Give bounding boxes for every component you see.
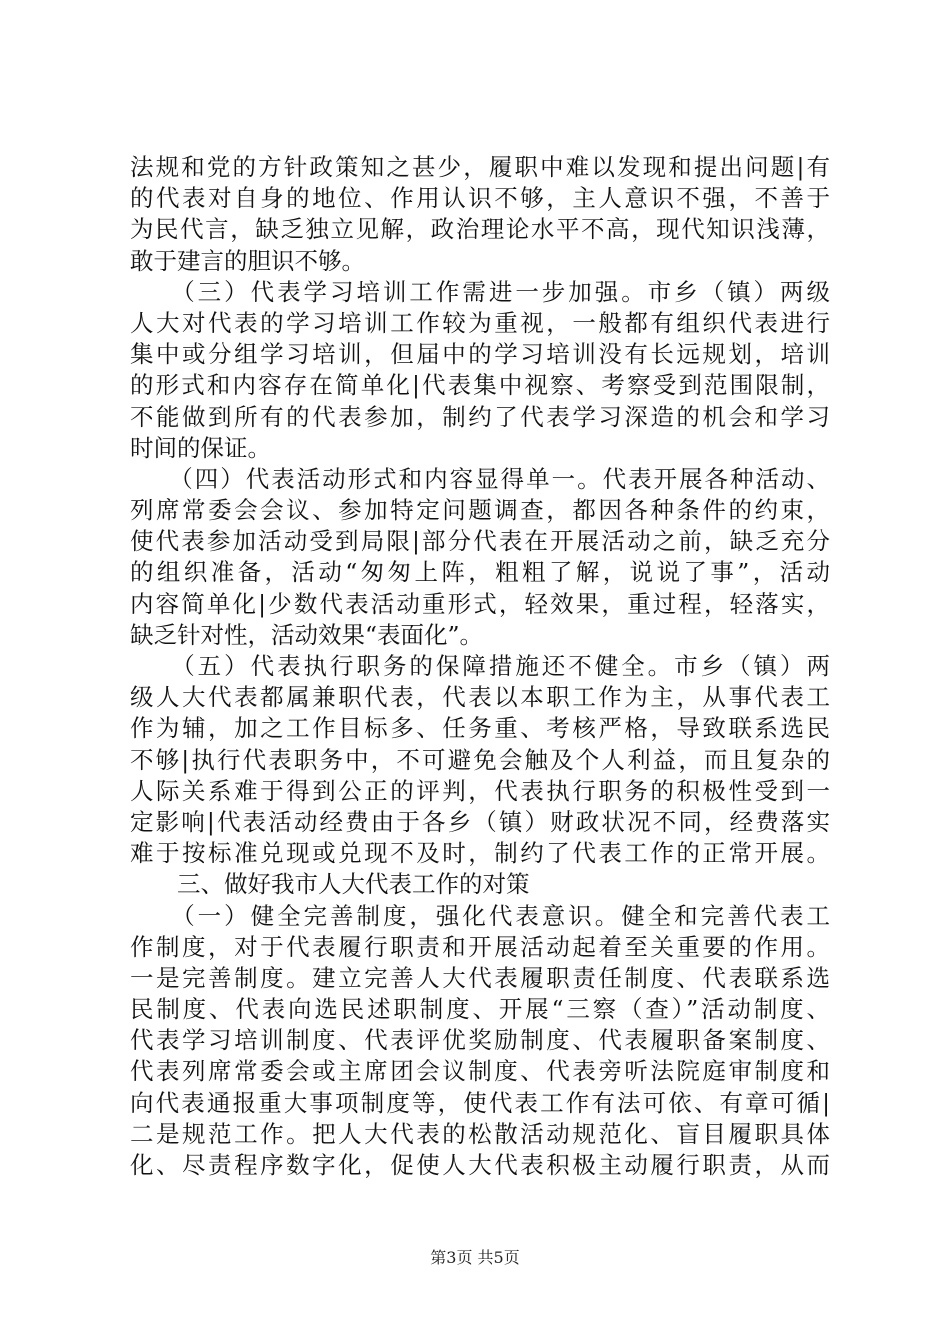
- text-line: 的代表对自身的地位、作用认识不够，主人意识不强，不善于: [130, 184, 830, 213]
- text-line: 内容简单化|少数代表活动重形式，轻效果，重过程，轻落实，: [130, 589, 830, 618]
- text-line: 作为辅，加之工作目标多、任务重、考核严格，导致联系选民: [130, 714, 830, 743]
- text-line: 不能做到所有的代表参加，制约了代表学习深造的机会和学习: [130, 402, 830, 431]
- text-line: 的形式和内容存在简单化|代表集中视察、考察受到范围限制，: [130, 371, 830, 400]
- text-line: 人际关系难于得到公正的评判，代表执行职务的积极性受到一: [130, 776, 830, 805]
- text-line: 集中或分组学习培训，但届中的学习培训没有长远规划，培训: [130, 340, 830, 369]
- text-line: 缺乏针对性，活动效果“表面化”。: [130, 620, 484, 649]
- page-footer: 第3页 共5页: [430, 1248, 520, 1267]
- text-line: 的组织准备，活动“匆匆上阵，粗粗了解，说说了事”，活动: [130, 558, 830, 587]
- text-line: （五）代表执行职务的保障措施还不健全。市乡（镇）两: [130, 652, 830, 680]
- text-line: 代表学习培训制度、代表评优奖励制度、代表履职备案制度、: [130, 1026, 830, 1055]
- text-line: 敢于建言的胆识不够。: [130, 246, 365, 275]
- text-line: 作制度，对于代表履行职责和开展活动起着至关重要的作用。: [130, 932, 830, 961]
- text-line: 代表列席常委会或主席团会议制度、代表旁听法院庭审制度和: [130, 1057, 830, 1086]
- text-line: 使代表参加活动受到局限|部分代表在开展活动之前，缺乏充分: [130, 527, 830, 556]
- text-line: 法规和党的方针政策知之甚少，履职中难以发现和提出问题|有: [130, 153, 830, 181]
- text-line: 难于按标准兑现或兑现不及时，制约了代表工作的正常开展。: [130, 839, 830, 868]
- text-line: 人大对代表的学习培训工作较为重视，一般都有组织代表进行: [130, 308, 830, 337]
- text-line: 时间的保证。: [130, 433, 271, 462]
- text-line: （四）代表活动形式和内容显得单一。代表开展各种活动、: [130, 464, 830, 493]
- text-line: 为民代言，缺乏独立见解，政治理论水平不高，现代知识浅薄，: [130, 215, 830, 244]
- text-line: 三、做好我市人大代表工作的对策: [130, 870, 530, 899]
- text-line: 二是规范工作。把人大代表的松散活动规范化、盲目履职具体: [130, 1119, 830, 1148]
- text-line: 一是完善制度。建立完善人大代表履职责任制度、代表联系选: [130, 963, 830, 992]
- text-line: 民制度、代表向选民述职制度、开展“三察（查）”活动制度、: [130, 995, 830, 1024]
- text-line: 化、尽责程序数字化，促使人大代表积极主动履行职责，从而: [130, 1151, 830, 1179]
- text-line: 级人大代表都属兼职代表，代表以本职工作为主，从事代表工: [130, 683, 830, 712]
- text-line: （三）代表学习培训工作需进一步加强。市乡（镇）两级: [130, 277, 830, 306]
- text-line: （一）健全完善制度，强化代表意识。健全和完善代表工: [130, 901, 830, 930]
- text-line: 列席常委会会议、参加特定问题调查，都因各种条件的约束，: [130, 496, 830, 525]
- text-line: 不够|执行代表职务中，不可避免会触及个人利益，而且复杂的: [130, 745, 830, 774]
- text-line: 定影响|代表活动经费由于各乡（镇）财政状况不同，经费落实: [130, 807, 830, 836]
- body-text: [130, 152, 830, 1181]
- text-line: 向代表通报重大事项制度等，使代表工作有法可依、有章可循|: [130, 1088, 830, 1117]
